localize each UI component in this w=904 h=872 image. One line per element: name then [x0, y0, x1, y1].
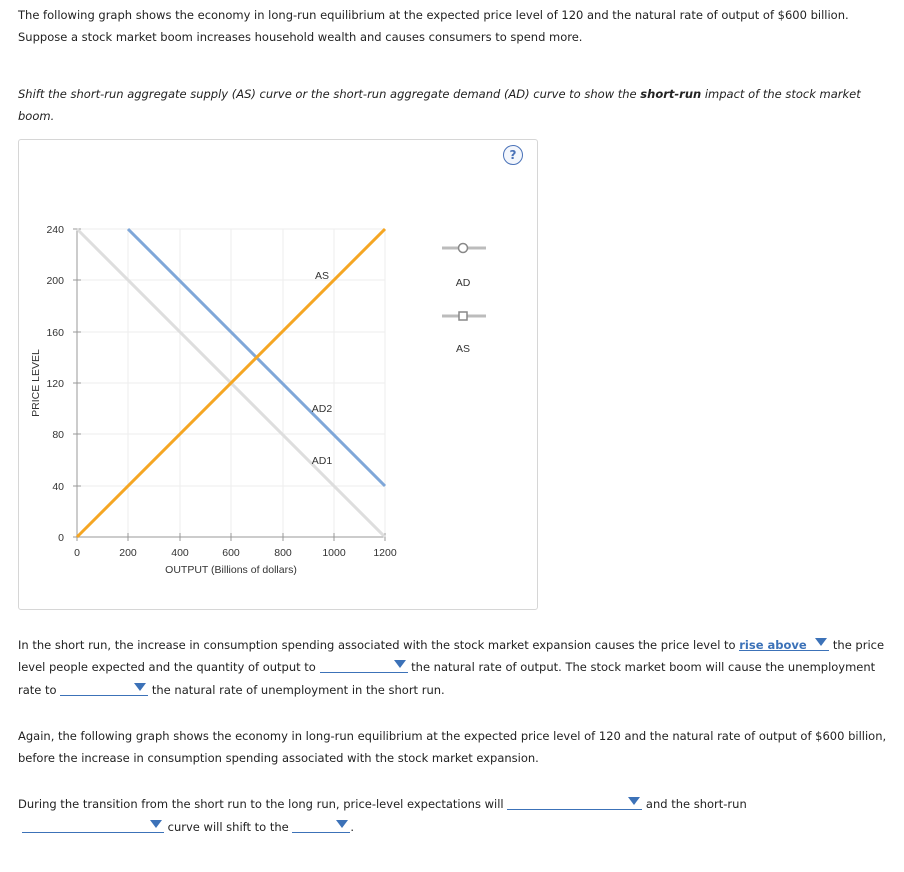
- palette-as-label: AS: [455, 343, 471, 355]
- expectations-dropdown[interactable]: [507, 793, 642, 810]
- x-tick-label: 800: [274, 547, 292, 559]
- circle-handle-icon: [459, 244, 468, 253]
- x-tick-label: 200: [119, 547, 137, 559]
- y-tick-label: 200: [46, 275, 64, 287]
- y-tick-label: 40: [52, 481, 64, 493]
- y-tick-label: 240: [46, 224, 64, 236]
- price-level-dropdown-value: rise above: [739, 638, 807, 652]
- instruction-text-2: impact of the stock market: [701, 87, 861, 101]
- chevron-down-icon: [394, 660, 406, 668]
- q2-line-1: [18, 793, 747, 815]
- q1-text-3: level people expected and the quantity of output to: [18, 660, 316, 674]
- ad1-curve-label: AD1: [311, 455, 333, 467]
- x-tick-label: 1200: [373, 547, 397, 559]
- chevron-down-icon: [815, 638, 827, 646]
- curve-dropdown-value: [22, 820, 42, 834]
- chevron-down-icon: [336, 820, 348, 828]
- x-tick-label: 400: [171, 547, 189, 559]
- q1-text-5: rate to: [18, 683, 57, 697]
- q1-text-1: In the short run, the increase in consumption spending associated with the stock market expansion causes the price level to: [18, 638, 736, 652]
- q1-text-2: the price: [832, 638, 885, 652]
- x-tick-label: 0: [74, 547, 80, 559]
- instruction-line-2: boom.: [18, 109, 55, 123]
- intro-line-1: The following graph shows the economy in long-run equilibrium at the expected price level of 120 and the natural rate of output of $600 billion.: [18, 8, 849, 22]
- palette-as-tool[interactable]: [442, 312, 486, 320]
- x-tick-label: 600: [222, 547, 240, 559]
- expectations-dropdown-value: [507, 797, 527, 811]
- q2-text-4: .: [350, 820, 355, 834]
- x-axis-label: OUTPUT (Billions of dollars): [165, 564, 297, 576]
- y-tick-label: 80: [52, 429, 64, 441]
- instruction-emphasis: short-run: [640, 87, 702, 101]
- chevron-down-icon: [628, 797, 640, 805]
- chevron-down-icon: [150, 820, 162, 828]
- palette-ad-label: AD: [455, 277, 471, 289]
- again-line-1: Again, the following graph shows the economy in long-run equilibrium at the expected price level of 120 and the natural rate of output of $600 billion,: [18, 729, 887, 743]
- q1-line-2: [18, 656, 875, 678]
- ad2-curve-label: AD2: [311, 403, 333, 415]
- q1-line-3: [18, 679, 445, 701]
- y-tick-label: 160: [46, 327, 64, 339]
- output-dropdown-value: [320, 660, 340, 674]
- y-tick-label: 120: [46, 378, 64, 390]
- y-tick-label: 0: [58, 532, 64, 544]
- intro-line-2: Suppose a stock market boom increases household wealth and causes consumers to spend more.: [18, 30, 583, 44]
- unemployment-dropdown-value: [60, 683, 80, 697]
- output-dropdown[interactable]: [320, 656, 408, 673]
- instruction-text: Shift the short-run aggregate supply (AS) curve or the short-run aggregate demand (AD) curve to show the: [18, 87, 641, 101]
- y-axis-label: PRICE LEVEL: [30, 349, 42, 417]
- q1-line-1: [18, 634, 884, 656]
- again-line-2: before the increase in consumption spending associated with the stock market expansion.: [18, 751, 539, 765]
- q1-text-6: the natural rate of unemployment in the short run.: [151, 683, 445, 697]
- square-handle-icon: [459, 312, 467, 320]
- q2-text-1: During the transition from the short run to the long run, price-level expectations will: [18, 797, 504, 811]
- x-tick-label: 1000: [322, 547, 346, 559]
- direction-dropdown[interactable]: [292, 816, 350, 833]
- q2-line-2: [22, 816, 354, 838]
- help-icon[interactable]: ?: [503, 145, 523, 165]
- direction-dropdown-value: [292, 820, 312, 834]
- curve-dropdown[interactable]: [22, 816, 164, 833]
- price-level-dropdown[interactable]: [739, 634, 829, 651]
- palette-ad-tool[interactable]: [442, 244, 486, 253]
- as-curve-label: AS: [314, 270, 330, 282]
- q2-text-3: curve will shift to the: [167, 820, 289, 834]
- unemployment-dropdown[interactable]: [60, 679, 148, 696]
- chevron-down-icon: [134, 683, 146, 691]
- q2-text-2: and the short-run: [645, 797, 747, 811]
- q1-text-4: the natural rate of output. The stock market boom will cause the unemployment: [411, 660, 876, 674]
